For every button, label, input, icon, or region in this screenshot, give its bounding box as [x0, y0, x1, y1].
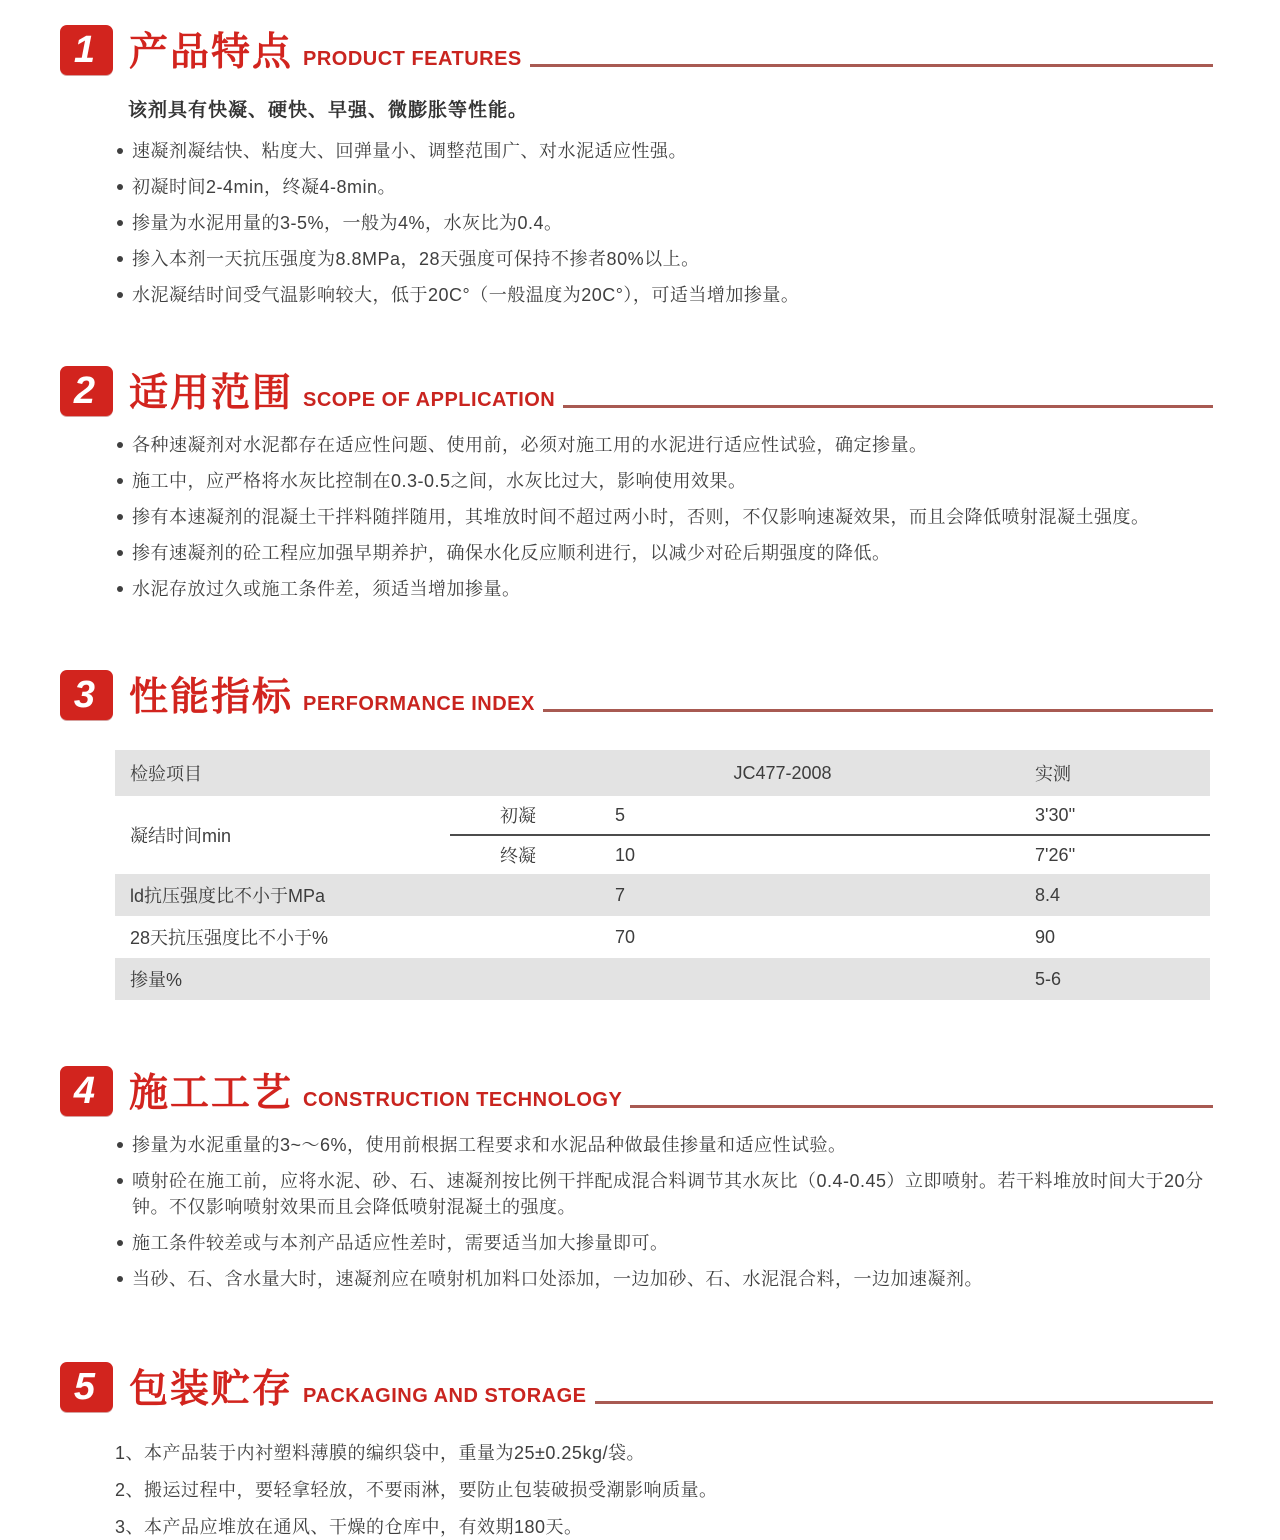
cell-standard [615, 958, 950, 1000]
cell-measured: 5-6 [1035, 968, 1062, 989]
section-title-en: PERFORMANCE INDEX [303, 693, 535, 715]
section-title-en: SCOPE OF APPLICATION [303, 389, 556, 411]
section-title-zh: 适用范围 [129, 372, 294, 416]
list-item: 1、本产品装于内衬塑料薄膜的编织袋中，重量为25±0.25kg/袋。 [115, 1443, 645, 1463]
section-title-zh: 施工工艺 [129, 1072, 294, 1116]
section-header [60, 670, 1213, 720]
list-item: 初凝时间2-4min，终凝4-8min。 [115, 174, 1215, 200]
list-item: 3、本产品应堆放在通风、干燥的仓库中，有效期180天。 [115, 1517, 583, 1537]
packaging-list [115, 1440, 1215, 1540]
cell-standard: 5 [615, 804, 626, 825]
cell-sub-label: 终凝 [450, 835, 615, 874]
header-rule [530, 64, 1213, 67]
features-list [115, 138, 1215, 308]
section-header [60, 1362, 1213, 1412]
list-item: 施工中，应严格将水灰比控制在0.3-0.5之间，水灰比过大，影响使用效果。 [115, 468, 1215, 494]
section-number: 4 [73, 1070, 96, 1112]
table-header-row [115, 750, 1210, 796]
section-number-badge [60, 1066, 113, 1116]
list-item: 喷射砼在施工前，应将水泥、砂、石、速凝剂按比例干拌配成混合料调节其水灰比（0.4-0.45）立即喷射。若干料堆放时间大于20分钟。不仅影响喷射效果而且会降低喷射混凝土的强度。 [115, 1168, 1215, 1220]
cell-standard: 10 [615, 835, 950, 874]
features-intro: 该剂具有快凝、硬快、早强、微膨胀等性能。 [128, 100, 529, 121]
header-rule [563, 405, 1213, 408]
section-scope-of-application [60, 366, 1213, 602]
scope-list [115, 432, 1215, 602]
header-rule [595, 1401, 1214, 1404]
section-title-zh: 包装贮存 [129, 1368, 294, 1412]
table-row [115, 874, 1210, 916]
section-number-badge [60, 366, 113, 416]
table-row [115, 958, 1210, 1000]
section-title-zh: 性能指标 [129, 676, 294, 720]
section-number: 2 [73, 370, 96, 412]
list-item: 当砂、石、含水量大时，速凝剂应在喷射机加料口处添加，一边加砂、石、水泥混合料，一边加速凝剂。 [115, 1266, 1215, 1292]
section-header [60, 366, 1213, 416]
list-item: 掺有速凝剂的砼工程应加强早期养护，确保水化反应顺利进行，以减少对砼后期强度的降低。 [115, 540, 1215, 566]
section-number: 1 [73, 29, 96, 71]
list-item: 水泥存放过久或施工条件差，须适当增加掺量。 [115, 576, 1215, 602]
section-packaging-storage [60, 1362, 1213, 1540]
cell-sub-label: 初凝 [500, 806, 536, 826]
list-item: 速凝剂凝结快、粘度大、回弹量小、调整范围广、对水泥适应性强。 [115, 138, 1215, 164]
cell-measured: 8.4 [1035, 884, 1061, 905]
list-item: 水泥凝结时间受气温影响较大，低于20C°（一般温度为20C°），可适当增加掺量。 [115, 282, 1215, 308]
cell-item-label: 掺量% [130, 970, 183, 990]
col-header-standard: JC477-2008 [733, 762, 832, 783]
section-construction-technology [60, 1066, 1213, 1292]
table-row [115, 796, 1210, 835]
list-item: 掺量为水泥重量的3~～6%，使用前根据工程要求和水泥品种做最佳掺量和适应性试验。 [115, 1132, 1215, 1158]
section-number: 3 [73, 674, 96, 716]
table-row [115, 916, 1210, 958]
list-item: 各种速凝剂对水泥都存在适应性问题、使用前，必须对施工用的水泥进行适应性试验，确定掺量。 [115, 432, 1215, 458]
cell-measured: 7'26'' [950, 835, 1210, 874]
header-rule [630, 1105, 1213, 1108]
cell-item-label: ld抗压强度比不小于MPa [130, 886, 326, 906]
cell-setting-time-label: 凝结时间min [130, 826, 232, 846]
cell-standard: 70 [615, 926, 636, 947]
performance-table [115, 750, 1210, 1000]
section-title-en: PACKAGING AND STORAGE [303, 1385, 587, 1407]
section-number-badge [60, 670, 113, 720]
list-item: 施工条件较差或与本剂产品适应性差时，需要适当加大掺量即可。 [115, 1230, 1215, 1256]
cell-standard: 7 [615, 884, 626, 905]
section-title-en: PRODUCT FEATURES [303, 48, 522, 70]
header-rule [543, 709, 1213, 712]
cell-measured: 3'30'' [1035, 804, 1076, 825]
section-title-en: CONSTRUCTION TECHNOLOGY [303, 1089, 623, 1111]
construction-list [115, 1132, 1215, 1292]
cell-measured: 90 [1035, 926, 1056, 947]
list-item: 2、搬运过程中，要轻拿轻放，不要雨淋，要防止包装破损受潮影响质量。 [115, 1480, 718, 1500]
section-header [60, 0, 1213, 75]
col-header-item: 检验项目 [130, 764, 202, 784]
section-header [60, 1066, 1213, 1116]
cell-item-label: 28天抗压强度比不小于% [130, 928, 329, 948]
section-product-features [60, 0, 1213, 308]
section-number: 5 [73, 1366, 96, 1408]
section-number-badge [60, 1362, 113, 1412]
section-performance-index [60, 670, 1213, 1000]
section-number-badge [60, 25, 113, 75]
list-item: 掺有本速凝剂的混凝土干拌料随拌随用，其堆放时间不超过两小时，否则，不仅影响速凝效果，而且会降低喷射混凝土强度。 [115, 504, 1215, 530]
list-item: 掺量为水泥用量的3-5%，一般为4%，水灰比为0.4。 [115, 210, 1215, 236]
section-title-zh: 产品特点 [129, 31, 294, 75]
col-header-measured: 实测 [1035, 764, 1071, 784]
list-item: 掺入本剂一天抗压强度为8.8MPa，28天强度可保持不掺者80%以上。 [115, 246, 1215, 272]
